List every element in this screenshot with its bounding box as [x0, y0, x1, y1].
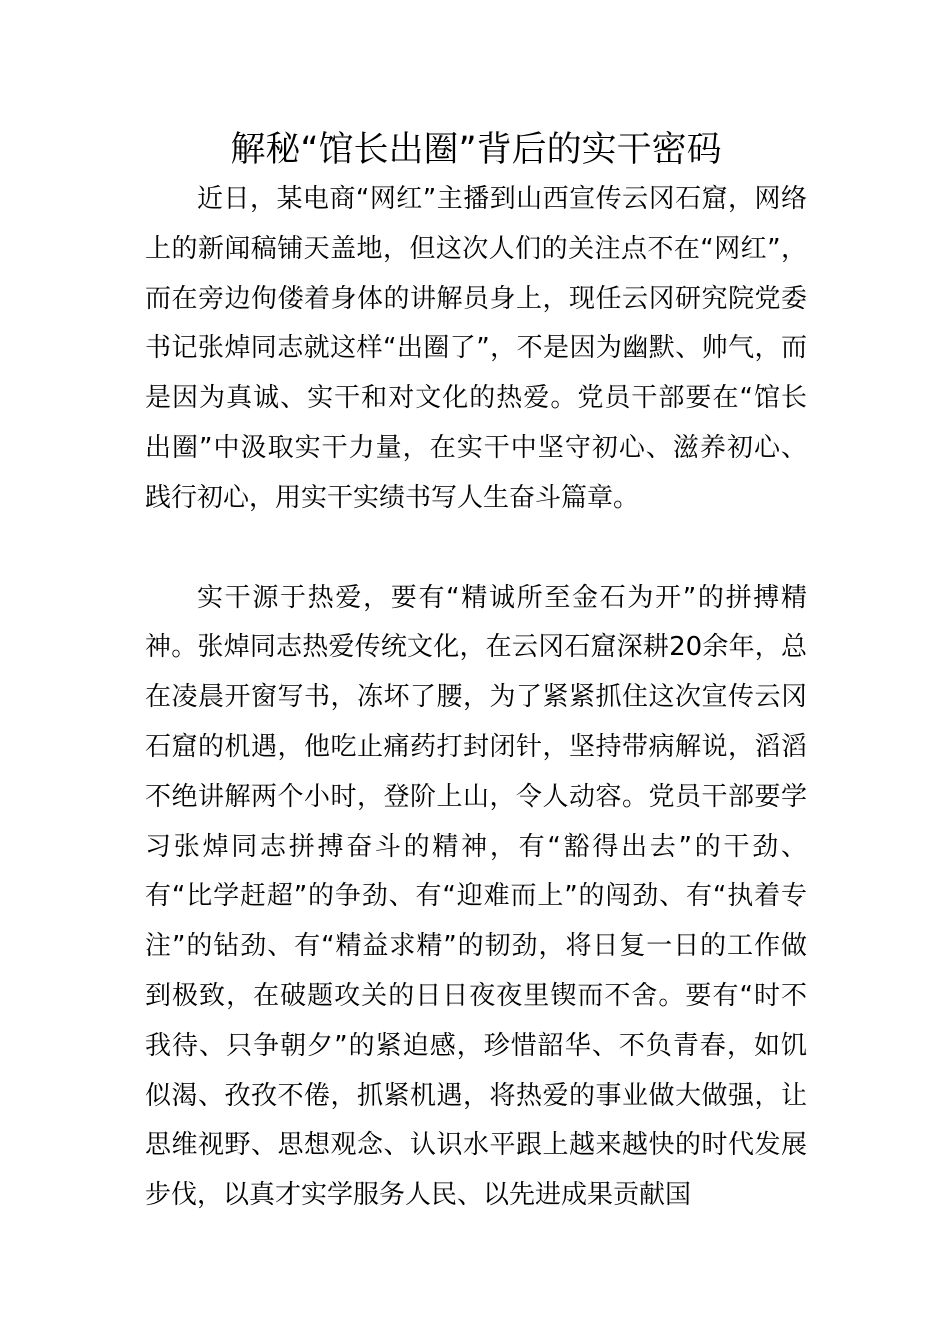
- paragraph-gap: [145, 524, 807, 574]
- paragraph-1: 近日，某电商“网红”主播到山西宣传云冈石窟，网络上的新闻稿铺天盖地，但这次人们的关注点不在“网红”，而在旁边佝偻着身体的讲解员身上，现任云冈研究院党委书记张焯同志就这样“出圈了”，不是因为幽默、帅气，而是因为真诚、实干和对文化的热爱。党员干部要在“馆长出圈”中汲取实干力量，在实干中坚守初心、滋养初心、践行初心，用实干实绩书写人生奋斗篇章。: [145, 184, 807, 513]
- document-page: [145, 125, 807, 1221]
- document-title: 解秘“馆长出圈”背后的实干密码: [230, 130, 722, 170]
- paragraph-2: 实干源于热爱，要有“精诚所至金石为开”的拼搏精神。张焯同志热爱传统文化，在云冈石窟深耕20余年，总在凌晨开窗写书，冻坏了腰，为了紧紧抓住这次宣传云冈石窟的机遇，他吃止痛药打封闭针，坚持带病解说，滔滔不绝讲解两个小时，登阶上山，令人动容。党员干部要学习张焯同志拼搏奋斗的精神，有“豁得出去”的干劲、有“比学赶超”的争劲、有“迎难而上”的闯劲、有“执着专注”的钻劲、有“精益求精”的韧劲，将日复一日的工作做到极致，在破题攻关的日日夜夜里锲而不舍。要有“时不我待、只争朝夕”的紧迫感，珍惜韶华、不负青春，如饥似渴、孜孜不倦，抓紧机遇，将热爱的事业做大做强，让思维视野、思想观念、认识水平跟上越来越快的时代发展步伐，以真才实学服务人民、以先进成果贡献国: [145, 582, 807, 1211]
